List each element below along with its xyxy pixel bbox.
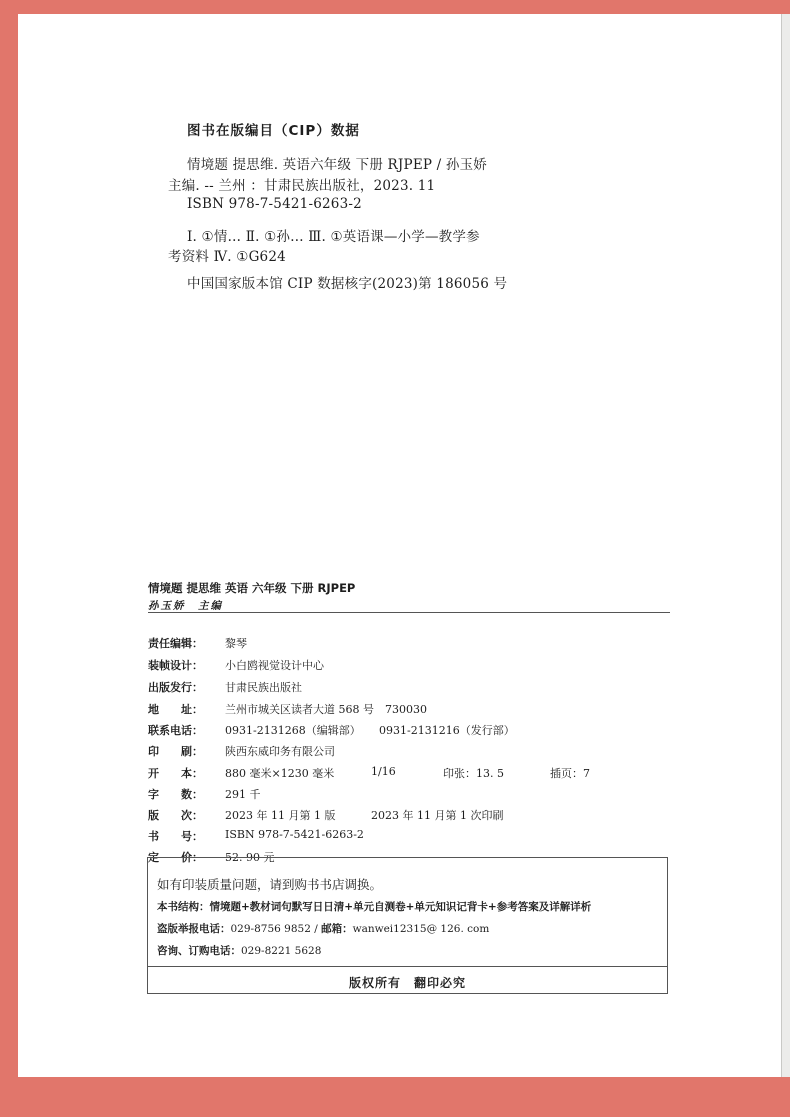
info-value: 2023 年 11 月第 1 版 — [225, 809, 336, 822]
divider — [148, 612, 670, 613]
cip-classification-cont: 考资料 Ⅳ. ①G624 — [168, 249, 286, 265]
info-value: 0931-2131268（编辑部） — [225, 724, 361, 737]
structure-line — [157, 899, 591, 914]
email-value: wanwei12315@ 126. com — [352, 923, 490, 935]
info-value: 880 毫米×1230 毫米 — [225, 767, 335, 780]
notice-box — [147, 857, 668, 994]
consult-line — [157, 943, 321, 958]
page-edge — [781, 14, 790, 1077]
info-value: 印张：13. 5 — [443, 767, 504, 780]
structure-value: 情境题+教材词句默写日日清+单元自测卷+单元知识记背卡+参考答案及详解详析 — [209, 901, 592, 913]
info-value: 291 千 — [225, 788, 261, 801]
cip-line: 情境题 提思维. 英语六年级 下册 RJPEP / 孙玉娇 — [187, 157, 487, 173]
info-label: 版 次： — [148, 809, 203, 822]
cip-title: 图书在版编目（CIP）数据 — [187, 123, 360, 139]
info-label: 开 本： — [148, 767, 203, 780]
info-value: 甘肃民族出版社 — [225, 681, 302, 694]
info-value: 1/16 — [371, 765, 396, 778]
structure-label: 本书结构： — [157, 901, 210, 913]
piracy-line — [157, 921, 489, 936]
info-label: 出版发行： — [148, 681, 203, 694]
book-title: 情境题 提思维 英语 六年级 下册 RJPEP — [148, 581, 356, 595]
piracy-phone: 029-8756 9852 / — [230, 923, 322, 935]
info-label: 书 号： — [148, 830, 203, 843]
cip-line: 主编. -- 兰州 ：甘肃民族出版社，2023. 11 — [168, 178, 436, 194]
consult-phone: 029-8221 5628 — [241, 945, 322, 957]
info-value: 陕西东威印务有限公司 — [225, 745, 335, 758]
cip-classification: Ⅰ. ①情… Ⅱ. ①孙… Ⅲ. ①英语课—小学—教学参 — [187, 229, 480, 245]
info-value: 插页：7 — [550, 767, 590, 780]
info-label: 装帧设计： — [148, 659, 203, 672]
info-label: 印 刷： — [148, 745, 203, 758]
cip-isbn: ISBN 978-7-5421-6263-2 — [187, 196, 362, 212]
copyright-notice: 版权所有 翻印必究 — [348, 976, 466, 990]
quality-notice: 如有印装质量问题，请到购书书店调换。 — [157, 877, 383, 892]
email-label: 邮箱： — [321, 923, 353, 935]
notice-divider — [148, 966, 667, 967]
info-label: 联系电话： — [148, 724, 203, 737]
info-value: 黎琴 — [225, 637, 247, 650]
info-label: 定 价： — [148, 851, 203, 864]
info-label: 责任编辑： — [148, 637, 203, 650]
book-editor: 孙玉娇 主编 — [148, 600, 223, 612]
info-value: 兰州市城关区读者大道 568 号 730030 — [225, 703, 427, 716]
info-value: 小白鸥视觉设计中心 — [225, 659, 324, 672]
info-value: 52. 90 元 — [225, 851, 275, 864]
piracy-label: 盗版举报电话： — [157, 923, 231, 935]
info-value: 0931-2131216（发行部） — [379, 724, 515, 737]
info-label: 地 址： — [148, 703, 203, 716]
consult-label: 咨询、订购电话： — [157, 945, 241, 957]
info-value: ISBN 978-7-5421-6263-2 — [225, 828, 364, 841]
info-label: 字 数： — [148, 788, 203, 801]
cip-record-number: 中国国家版本馆 CIP 数据核字(2023)第 186056 号 — [187, 276, 508, 292]
info-value: 2023 年 11 月第 1 次印刷 — [371, 809, 504, 822]
